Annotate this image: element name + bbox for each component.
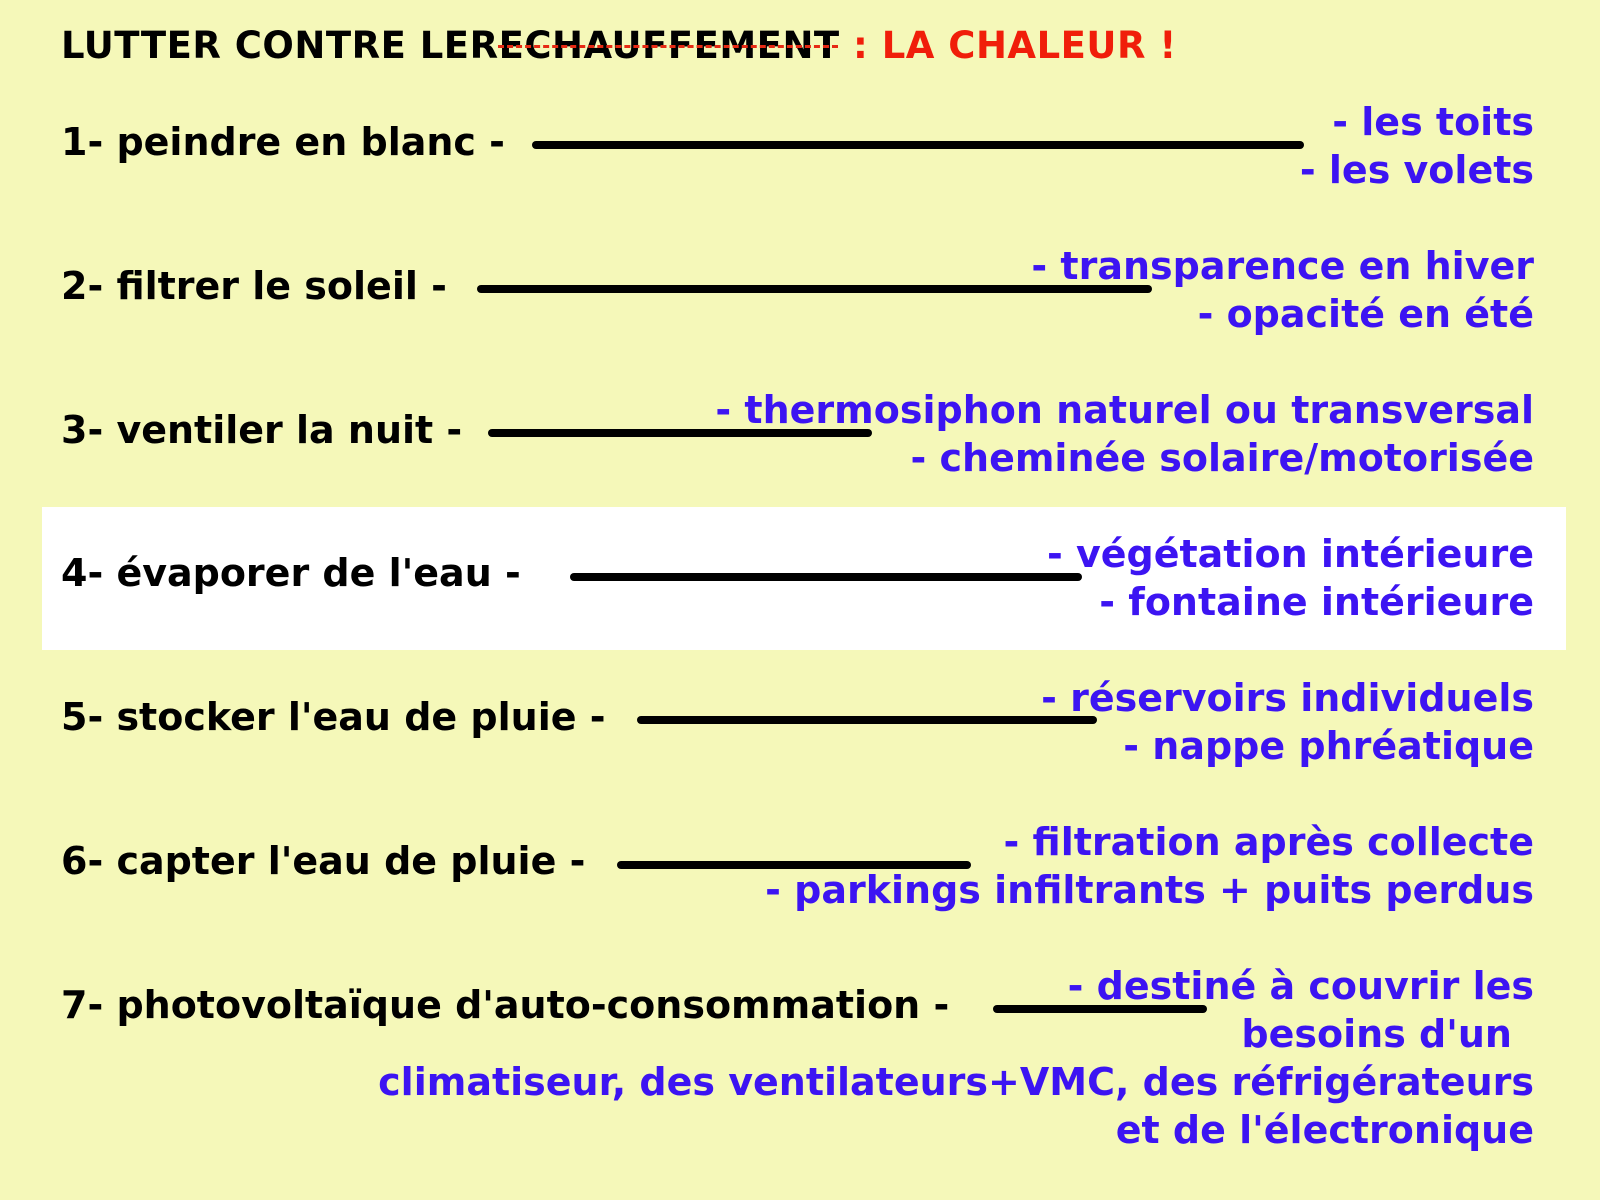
title-prefix: LUTTER CONTRE LE	[61, 24, 470, 67]
row-6-label: 6- capter l'eau de pluie -	[61, 839, 586, 883]
row-7-item-1: - destiné à couvrir les	[1067, 964, 1534, 1008]
row-7-label: 7- photovoltaïque d'auto-consommation -	[61, 983, 950, 1027]
title-struck-word: RECHAUFFEMENT	[469, 24, 840, 67]
row-7-item-3: climatiseur, des ventilateurs+VMC, des réfrigérateurs	[378, 1060, 1534, 1104]
row-4-item-1: - végétation intérieure	[1046, 532, 1534, 576]
row-1-item-1: - les toits	[1332, 100, 1534, 144]
row-5-item-2: - nappe phréatique	[1123, 724, 1534, 768]
row-6-item-1: - filtration après collecte	[1003, 820, 1534, 864]
page-title	[61, 24, 1177, 67]
row-5-connector-line	[637, 716, 1097, 724]
title-accent: : LA CHALEUR !	[839, 24, 1177, 67]
row-1-connector-line	[532, 141, 1304, 149]
row-7-item-4: et de l'électronique	[1115, 1108, 1534, 1152]
row-5-label: 5- stocker l'eau de pluie -	[61, 695, 606, 739]
row-4-label: 4- évaporer de l'eau -	[61, 551, 521, 595]
row-4-item-2: - fontaine intérieure	[1099, 580, 1534, 624]
row-4-connector-line	[570, 573, 1082, 581]
row-7-item-2: besoins d'un	[1241, 1012, 1512, 1056]
row-3-item-1: - thermosiphon naturel ou transversal	[715, 388, 1534, 432]
row-1-label: 1- peindre en blanc -	[61, 120, 505, 164]
row-5-item-1: - réservoirs individuels	[1041, 676, 1534, 720]
row-2-label: 2- filtrer le soleil -	[61, 264, 447, 308]
row-2-item-1: - transparence en hiver	[1031, 244, 1534, 288]
row-3-label: 3- ventiler la nuit -	[61, 408, 463, 452]
row-3-item-2: - cheminée solaire/motorisée	[910, 436, 1534, 480]
row-1-item-2: - les volets	[1299, 148, 1534, 192]
row-6-item-2: - parkings infiltrants + puits perdus	[765, 868, 1534, 912]
row-2-item-2: - opacité en été	[1197, 292, 1534, 336]
